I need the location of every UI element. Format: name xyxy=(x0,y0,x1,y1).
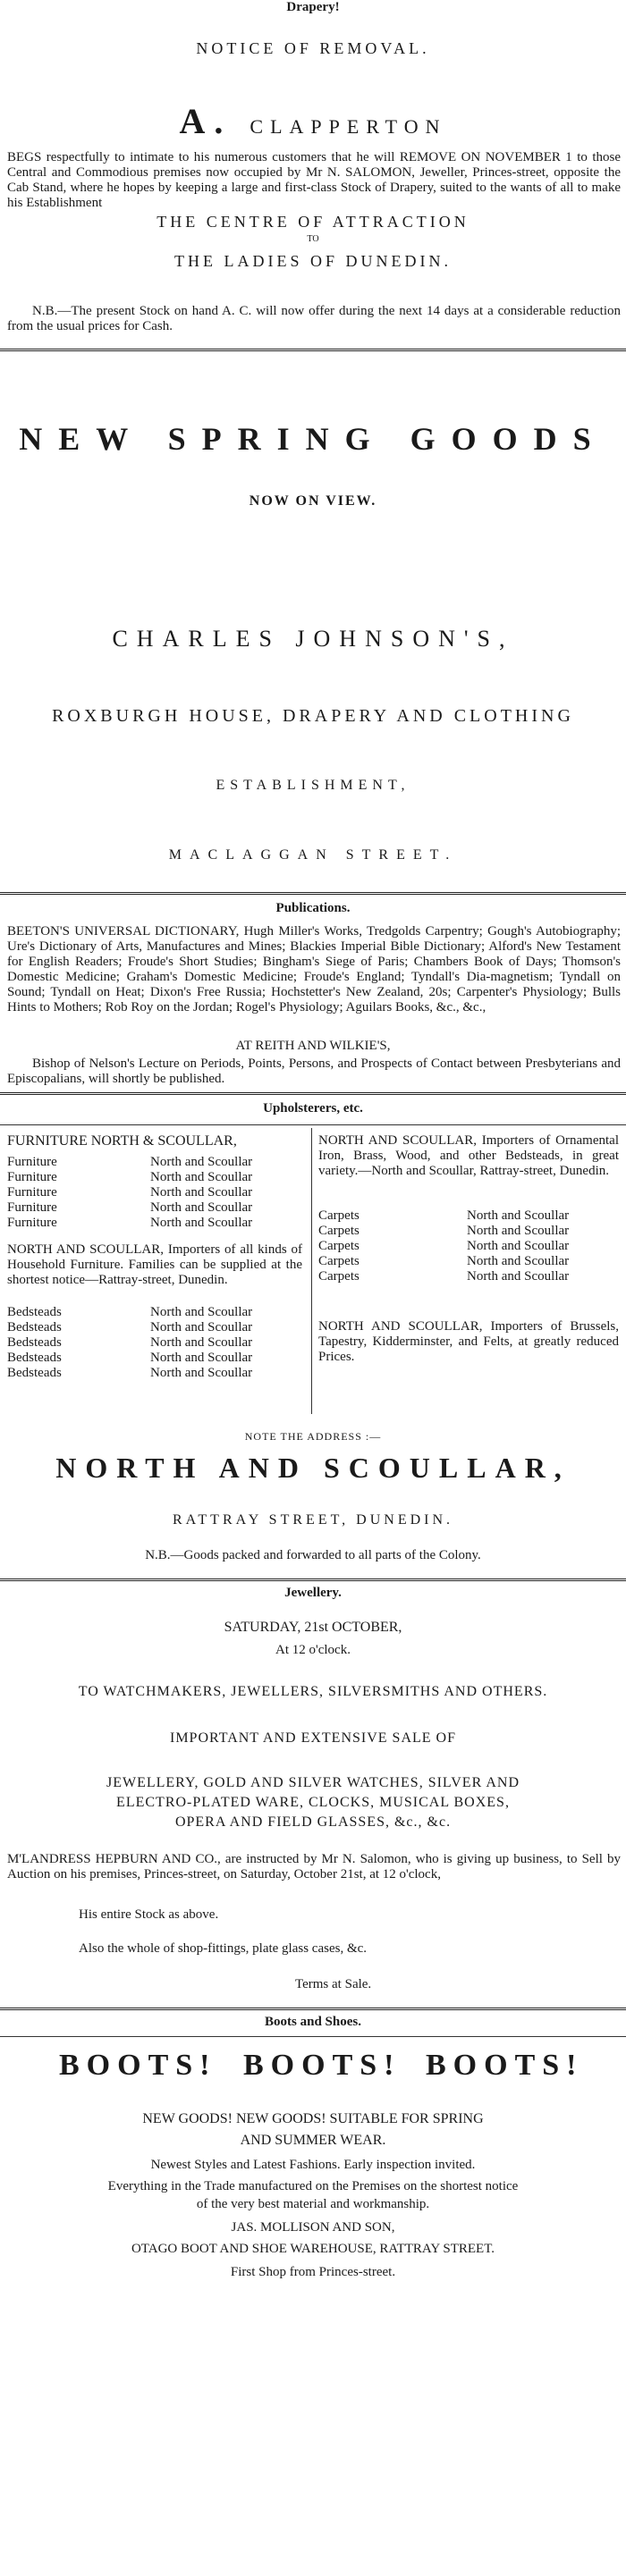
boots-headline-1: BOOTS! xyxy=(59,2049,217,2082)
everything-line-1: Everything in the Trade manufactured on the Premises on the shortest notice xyxy=(107,2179,519,2193)
list-item-firm: North and Scoullar xyxy=(150,1305,253,1319)
section-heading-boots: Boots and Shoes. xyxy=(265,2015,361,2029)
list-item-label: Furniture xyxy=(7,1185,57,1200)
list-item-label: Bedsteads xyxy=(7,1351,62,1365)
list-item-label: Carpets xyxy=(318,1269,360,1284)
list-item-label: Carpets xyxy=(318,1239,360,1253)
household-furniture: NORTH AND SCOULLAR, Importers of all kinds of Household Furniture. Families can be supplied at the shortest notice—Rattray-street, Dunedin. xyxy=(7,1242,302,1287)
list-item-firm: North and Scoullar xyxy=(150,1200,253,1215)
section-heading-publications: Publications. xyxy=(275,901,351,915)
list-item-firm: North and Scoullar xyxy=(467,1239,570,1253)
clapperton-initial: A. xyxy=(179,101,233,141)
list-item xyxy=(318,1269,619,1284)
list-item xyxy=(7,1185,302,1200)
list-item-firm: North and Scoullar xyxy=(150,1335,253,1350)
carpets-list xyxy=(318,1208,619,1284)
section-heading-upholsterers: Upholsterers, etc. xyxy=(263,1101,363,1115)
mollison-firm: JAS. MOLLISON AND SON, xyxy=(231,2220,395,2235)
column-divider xyxy=(311,1128,312,1414)
items-line-2: ELECTRO-PLATED WARE, CLOCKS, MUSICAL BOXES, xyxy=(116,1795,510,1810)
clapperton-name xyxy=(0,100,626,142)
list-item-label: Bedsteads xyxy=(7,1366,62,1380)
list-item-label: Carpets xyxy=(318,1254,360,1268)
charles-johnson: CHARLES JOHNSON'S, xyxy=(112,626,514,652)
list-item-label: Carpets xyxy=(318,1208,360,1223)
everything-line-2: of the very best material and workmanship. xyxy=(196,2197,430,2211)
list-item-label: Bedsteads xyxy=(7,1335,62,1350)
section-heading-jewellery: Jewellery. xyxy=(284,1586,342,1600)
to-word: TO xyxy=(307,234,319,244)
clapperton-body: BEGS respectfully to intimate to his numerous customers that he will REMOVE ON NOVEMBER 1 to those Central and Commodious premises now occupied by Mr N. SALOMON, Jeweller, Princes-street, opposite the Cab Stand, where he hopes by keeping a large and first-class Stock of Drapery, suited to the wants of all to make his Establishment xyxy=(7,150,621,210)
note-the-address: NOTE THE ADDRESS :— xyxy=(244,1430,382,1443)
new-goods: NEW GOODS! NEW GOODS! SUITABLE FOR SPRING xyxy=(142,2111,484,2126)
boots-headline-3: BOOTS! xyxy=(426,2049,584,2082)
terms-at-sale: Terms at Sale. xyxy=(295,1977,372,1991)
list-item-label: Furniture xyxy=(7,1200,57,1215)
centre-of-attraction: THE CENTRE OF ATTRACTION xyxy=(156,213,470,231)
list-item xyxy=(7,1216,302,1231)
entire-stock: His entire Stock as above. xyxy=(79,1907,219,1922)
newest-styles: Newest Styles and Latest Fashions. Early inspection invited. xyxy=(150,2158,476,2172)
list-item-firm: North and Scoullar xyxy=(150,1351,253,1365)
divider xyxy=(0,2036,626,2037)
list-item-firm: North and Scoullar xyxy=(150,1155,253,1169)
list-item-label: Furniture xyxy=(7,1155,57,1169)
bishop-lecture: Bishop of Nelson's Lecture on Periods, Points, Persons, and Prospects of Contact between Presbyterians and Episcopalians, will shortly be published. xyxy=(7,1056,621,1086)
divider xyxy=(0,1578,626,1581)
items-line-3: OPERA AND FIELD GLASSES, &c., &c. xyxy=(174,1814,452,1830)
summer-wear: AND SUMMER WEAR. xyxy=(240,2133,386,2148)
list-item xyxy=(7,1335,302,1351)
list-item-label: Carpets xyxy=(318,1224,360,1238)
north-and-scoullar: NORTH AND SCOULLAR, xyxy=(55,1452,571,1484)
list-item-firm: North and Scoullar xyxy=(467,1208,570,1223)
list-item xyxy=(318,1224,619,1239)
upholsterers-nb: N.B.—Goods packed and forwarded to all parts of the Colony. xyxy=(145,1548,481,1562)
items-line-1: JEWELLERY, GOLD AND SILVER WATCHES, SILVER AND xyxy=(106,1775,520,1790)
spring-goods-title: NEW SPRING GOODS xyxy=(19,421,607,457)
roxburgh-house: ROXBURGH HOUSE, DRAPERY AND CLOTHING xyxy=(52,706,574,726)
list-item xyxy=(7,1170,302,1185)
brussels-carpets: NORTH AND SCOULLAR, Importers of Brussels, Tapestry, Kidderminster, and Felts, at greatly reduced Prices. xyxy=(318,1319,619,1364)
first-shop: First Shop from Princes-street. xyxy=(230,2265,396,2279)
list-item xyxy=(7,1351,302,1366)
drapery-nb: N.B.—The present Stock on hand A. C. will now offer during the next 14 days at a considerable reduction from the usual prices for Cash. xyxy=(7,304,621,333)
furniture-heading: FURNITURE NORTH & SCOULLAR, xyxy=(7,1133,237,1149)
list-item xyxy=(7,1200,302,1216)
reith-and-wilkie: AT REITH AND WILKIE'S, xyxy=(235,1039,391,1053)
list-item-firm: North and Scoullar xyxy=(467,1269,570,1284)
auction-notice: M'LANDRESS HEPBURN AND CO., are instructed by Mr N. Salomon, who is giving up business, to Sell by Auction on his premises, Princes-street, on Saturday, October 21st, at 12 o'clock, xyxy=(7,1852,621,1881)
divider xyxy=(0,1092,626,1095)
notice-title: NOTICE OF REMOVAL. xyxy=(196,39,430,57)
shop-fittings: Also the whole of shop-fittings, plate glass cases, &c. xyxy=(79,1941,368,1956)
ladies-of-dunedin: THE LADIES OF DUNEDIN. xyxy=(174,252,452,270)
list-item-firm: North and Scoullar xyxy=(150,1216,253,1230)
section-heading-drapery: Drapery! xyxy=(286,0,340,14)
to-watchmakers: TO WATCHMAKERS, JEWELLERS, SILVERSMITHS AND OTHERS. xyxy=(78,1684,548,1699)
list-item xyxy=(7,1366,302,1381)
list-item xyxy=(318,1208,619,1224)
list-item xyxy=(318,1239,619,1254)
clapperton-surname: CLAPPERTON xyxy=(250,115,447,138)
list-item-firm: North and Scoullar xyxy=(467,1254,570,1268)
publications-body: BEETON'S UNIVERSAL DICTIONARY, Hugh Miller's Works, Tredgolds Carpentry; Gough's Autobiography; Ure's Dictionary of Arts, Manufactures and Mines; Blackies Imperial Bible Dictionary; Alford's New Testament for English Readers; Froude's Short Studies; Bingham's Siege of Paris; Chambers Book of Days; Thomson's Domestic Medicine; Graham's Domestic Medicine; Froude's England; Tyndall's Dia-magnetism; Tyndall on Sound; Tyndall on Heat; Dixon's Free Russia; Hochstetter's New Zealand, 20s; Carpenter's Physiology; Bulls Hints to Mothers; Rob Roy on the Jordan; Rogel's Physiology; Aguilars Books, &c., &c., xyxy=(7,924,621,1014)
list-item-label: Furniture xyxy=(7,1216,57,1230)
boots-headline-2: BOOTS! xyxy=(243,2049,402,2082)
now-on-view: NOW ON VIEW. xyxy=(249,493,377,509)
establishment: ESTABLISHMENT, xyxy=(216,778,410,793)
list-item-label: Bedsteads xyxy=(7,1320,62,1334)
sale-time: At 12 o'clock. xyxy=(275,1643,351,1657)
ornamental-bedsteads: NORTH AND SCOULLAR, Importers of Ornamental Iron, Brass, Wood, and other Bedsteads, in great variety.—North and Scoullar, Rattray-street, Dunedin. xyxy=(318,1133,619,1178)
list-item-firm: North and Scoullar xyxy=(150,1185,253,1200)
list-item-firm: North and Scoullar xyxy=(150,1170,253,1184)
list-item-label: Bedsteads xyxy=(7,1305,62,1319)
sale-date: SATURDAY, 21st OCTOBER, xyxy=(224,1620,402,1635)
list-item-firm: North and Scoullar xyxy=(467,1224,570,1238)
bedsteads-list xyxy=(7,1305,302,1381)
divider xyxy=(0,2008,626,2010)
list-item xyxy=(318,1254,619,1269)
rattray-street: RATTRAY STREET, DUNEDIN. xyxy=(172,1512,454,1528)
list-item xyxy=(7,1305,302,1320)
list-item xyxy=(7,1320,302,1335)
divider xyxy=(0,349,626,351)
important-sale: IMPORTANT AND EXTENSIVE SALE OF xyxy=(169,1730,457,1746)
list-item-firm: North and Scoullar xyxy=(150,1320,253,1334)
list-item xyxy=(7,1155,302,1170)
furniture-list xyxy=(7,1155,302,1231)
divider xyxy=(0,1124,626,1125)
otago-warehouse: OTAGO BOOT AND SHOE WAREHOUSE, RATTRAY STREET. xyxy=(131,2242,495,2256)
divider xyxy=(0,892,626,895)
list-item-label: Furniture xyxy=(7,1170,57,1184)
maclaggan-street: MACLAGGAN STREET. xyxy=(168,847,458,863)
list-item-firm: North and Scoullar xyxy=(150,1366,253,1380)
